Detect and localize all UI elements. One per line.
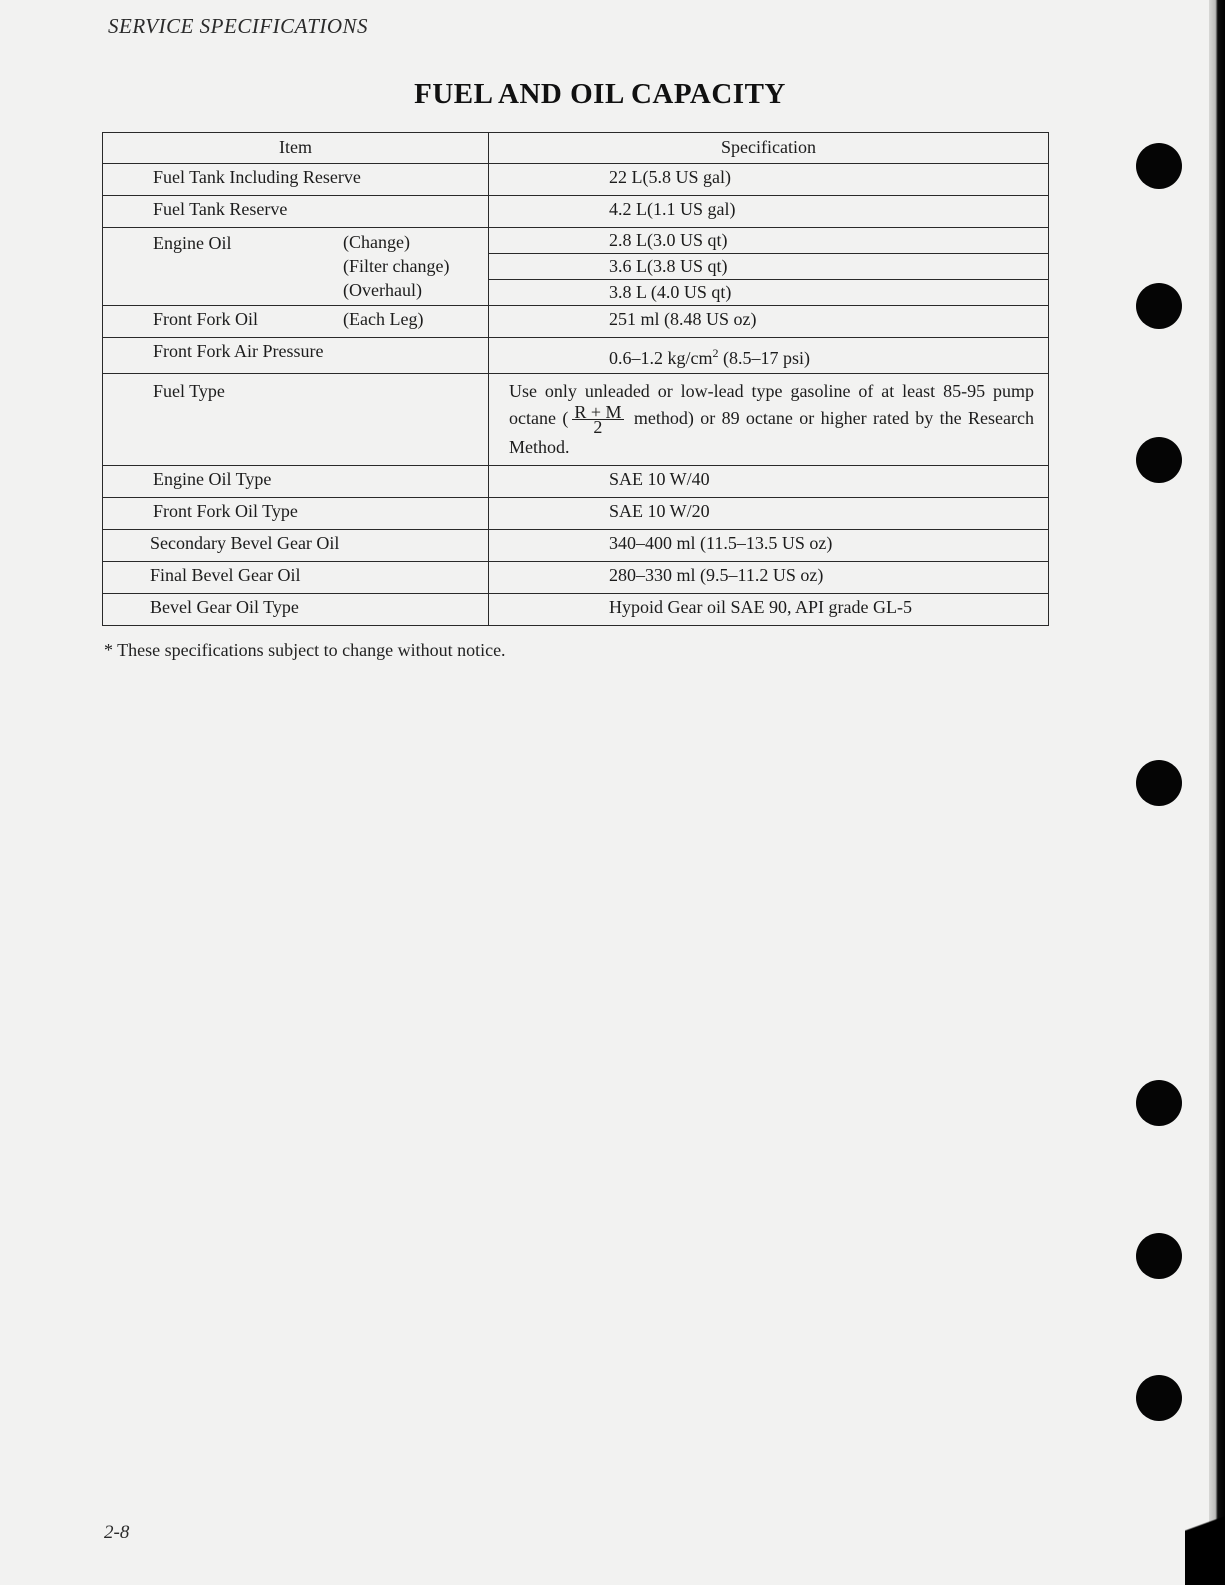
running-head: SERVICE SPECIFICATIONS xyxy=(108,14,369,38)
item-cell: Engine Oil Type xyxy=(103,466,489,498)
binder-hole xyxy=(1136,1233,1182,1279)
superscript-2: 2 xyxy=(712,346,719,360)
fraction-numerator: R + M xyxy=(574,402,622,423)
binder-hole xyxy=(1136,437,1182,483)
page-title: FUEL AND OIL CAPACITY xyxy=(414,78,786,110)
item-cell xyxy=(103,306,489,338)
table-row xyxy=(103,164,1049,196)
table-row xyxy=(103,228,1049,254)
spec-cell: 3.6 L(3.8 US qt) xyxy=(489,254,1049,280)
table-header-row xyxy=(103,133,1049,164)
binder-hole xyxy=(1136,283,1182,329)
fuel-type-spec xyxy=(489,374,1049,466)
qualifier-change: (Change) xyxy=(343,232,410,252)
page-number: 2-8 xyxy=(104,1522,130,1543)
fuel-type-post: method) or 89 octane or higher rated by the Research Method. xyxy=(509,408,1034,458)
item-cell: Front Fork Air Pressure xyxy=(103,338,489,374)
front-fork-oil-label: Front Fork Oil xyxy=(153,309,259,329)
header-specification: Specification xyxy=(489,133,1049,164)
qualifier-filter-change: (Filter change) xyxy=(343,256,450,276)
binder-hole xyxy=(1136,760,1182,806)
octane-fraction xyxy=(572,402,623,438)
item-cell: Bevel Gear Oil Type xyxy=(103,594,489,626)
item-cell: Fuel Type xyxy=(103,374,489,466)
spec-cell xyxy=(489,338,1049,374)
spec-cell: SAE 10 W/40 xyxy=(489,466,1049,498)
table-row xyxy=(103,306,1049,338)
page-edge xyxy=(1209,0,1225,1585)
spec-cell: 2.8 L(3.0 US qt) xyxy=(489,228,1049,254)
table-row xyxy=(103,498,1049,530)
engine-oil-label: Engine Oil xyxy=(153,233,232,253)
item-cell-engine-oil xyxy=(103,228,489,306)
spec-cell: 4.2 L(1.1 US gal) xyxy=(489,196,1049,228)
item-cell: Secondary Bevel Gear Oil xyxy=(103,530,489,562)
header-item: Item xyxy=(103,133,489,164)
item-cell: Final Bevel Gear Oil xyxy=(103,562,489,594)
spec-cell: 3.8 L (4.0 US qt) xyxy=(489,280,1049,306)
spec-cell: 22 L(5.8 US gal) xyxy=(489,164,1049,196)
table-row xyxy=(103,374,1049,466)
table-row xyxy=(103,196,1049,228)
spec-cell: 251 ml (8.48 US oz) xyxy=(489,306,1049,338)
table-row xyxy=(103,466,1049,498)
spec-cell: 340–400 ml (11.5–13.5 US oz) xyxy=(489,530,1049,562)
binder-hole xyxy=(1136,143,1182,189)
table-row xyxy=(103,594,1049,626)
air-pressure-value: 0.6–1.2 kg/cm xyxy=(609,348,713,368)
qualifier-overhaul: (Overhaul) xyxy=(343,280,422,300)
item-cell: Front Fork Oil Type xyxy=(103,498,489,530)
fuel-type-pre: Use only unleaded or low-lead type gasoline of at least 85-95 pump octane ( xyxy=(509,381,1034,428)
binder-hole xyxy=(1136,1375,1182,1421)
fraction-denominator: 2 xyxy=(593,417,603,438)
table-row xyxy=(103,338,1049,374)
footnote: * These specifications subject to change without notice. xyxy=(104,640,506,660)
table-row xyxy=(103,562,1049,594)
spec-cell: 280–330 ml (9.5–11.2 US oz) xyxy=(489,562,1049,594)
item-cell: Fuel Tank Reserve xyxy=(103,196,489,228)
air-pressure-psi: (8.5–17 psi) xyxy=(718,348,810,368)
spec-cell: SAE 10 W/20 xyxy=(489,498,1049,530)
qualifier-each-leg: (Each Leg) xyxy=(343,309,424,329)
item-cell: Fuel Tank Including Reserve xyxy=(103,164,489,196)
table-row xyxy=(103,530,1049,562)
capacity-table xyxy=(102,132,1049,626)
binder-hole xyxy=(1136,1080,1182,1126)
corner-shadow xyxy=(1185,1425,1225,1585)
spec-cell: Hypoid Gear oil SAE 90, API grade GL-5 xyxy=(489,594,1049,626)
